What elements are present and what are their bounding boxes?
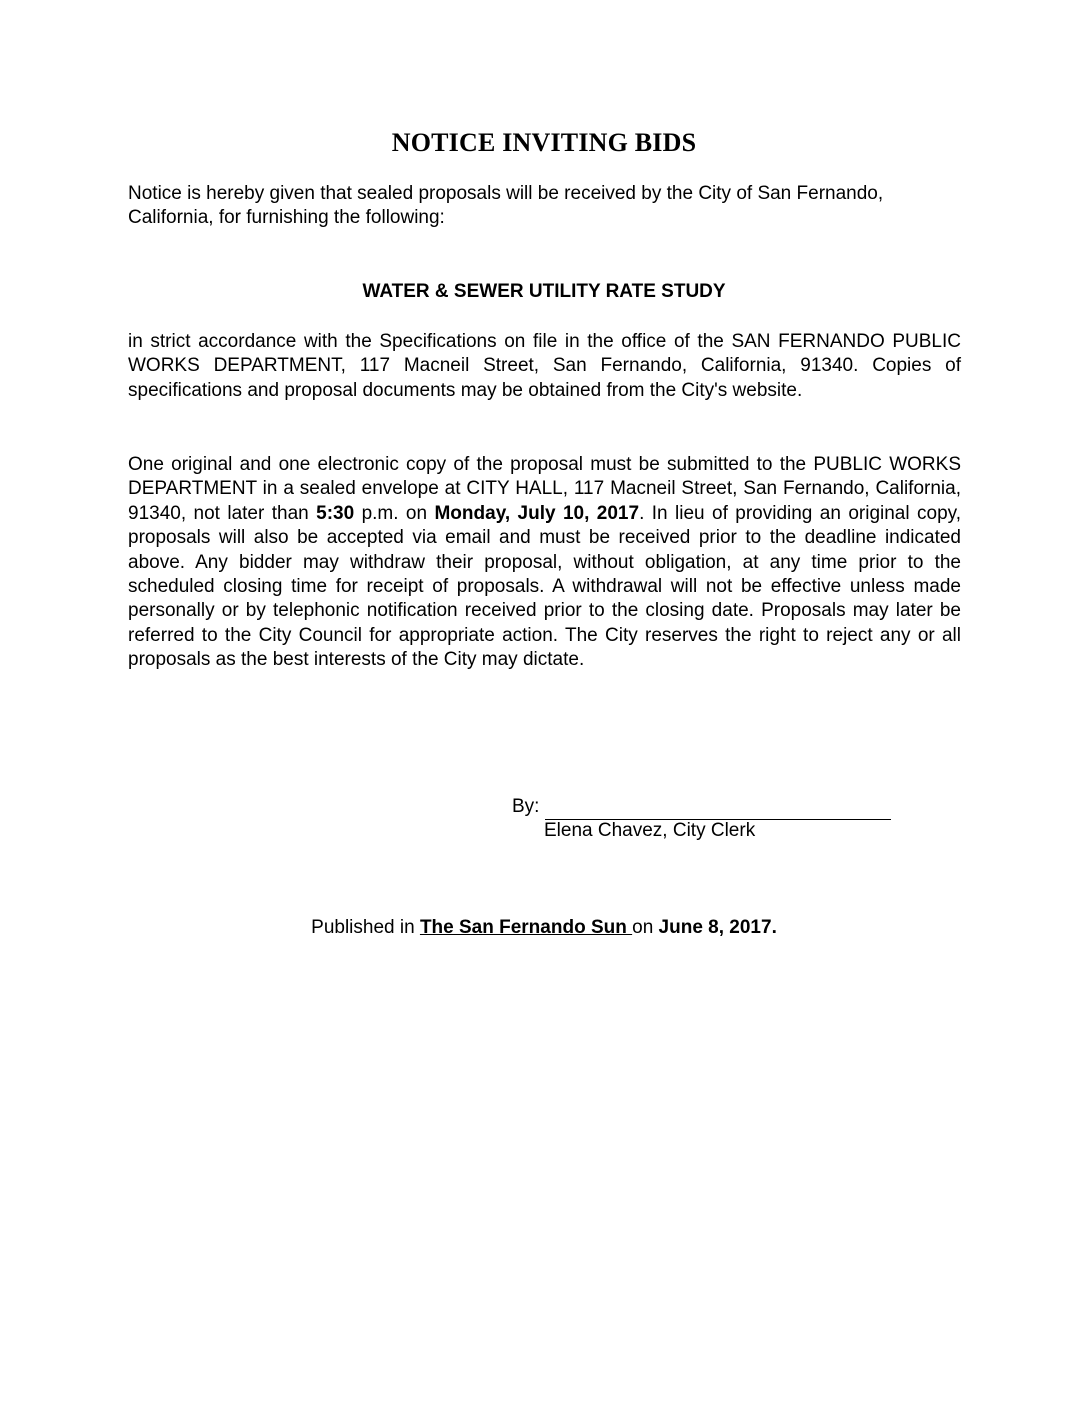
- published-middle: on: [632, 917, 659, 938]
- deadline-date: Monday, July 10, 2017: [434, 502, 640, 524]
- signature-block: [512, 794, 891, 820]
- newspaper-name: The San Fernando Sun: [419, 917, 633, 938]
- notice-title: NOTICE INVITING BIDS: [391, 128, 697, 157]
- deadline-time: 5:30: [316, 502, 355, 524]
- submission-paragraph: [128, 453, 961, 673]
- subject-heading: WATER & SEWER UTILITY RATE STUDY: [362, 281, 726, 302]
- intro-paragraph: Notice is hereby given that sealed proposals will be received by the City of San Fernando, California, for furnishing the following:: [128, 183, 884, 229]
- by-label: By:: [512, 796, 540, 817]
- submission-text-1: One original and one electronic copy of the proposal must be submitted to the PUBLIC WORKS DEPARTMENT in a sealed envelope at CITY HALL, 117 Macneil Street, San Fernando, California, 91340, not later than: [128, 454, 961, 524]
- signature-line: [545, 799, 891, 820]
- published-date: June 8, 2017.: [658, 917, 777, 938]
- submission-text-3: . In lieu of providing an original copy, proposals will also be accepted via email and must be received prior to the deadline indicated above. Any bidder may withdraw their proposal, without obligation, at any time prior to the scheduled closing time for receipt of proposals. A withdrawal will not be effective unless made personally or by telephonic notification received prior to the closing date. Proposals may later be referred to the City Council for appropriate action. The City reserves the right to reject any or all proposals as the best interests of the City may dictate.: [128, 502, 962, 671]
- publication-line: [0, 917, 1088, 939]
- signatory-name: Elena Chavez, City Clerk: [544, 820, 756, 841]
- submission-text-2: p.m. on: [354, 502, 435, 524]
- specifications-paragraph: in strict accordance with the Specifications on file in the office of the SAN FERNANDO PUBLIC WORKS DEPARTMENT, 117 Macneil Street, San Fernando, California, 91340. Copies of specifications and proposal documents may be obtained from the City's website.: [128, 331, 961, 401]
- published-prefix: Published in: [311, 917, 420, 938]
